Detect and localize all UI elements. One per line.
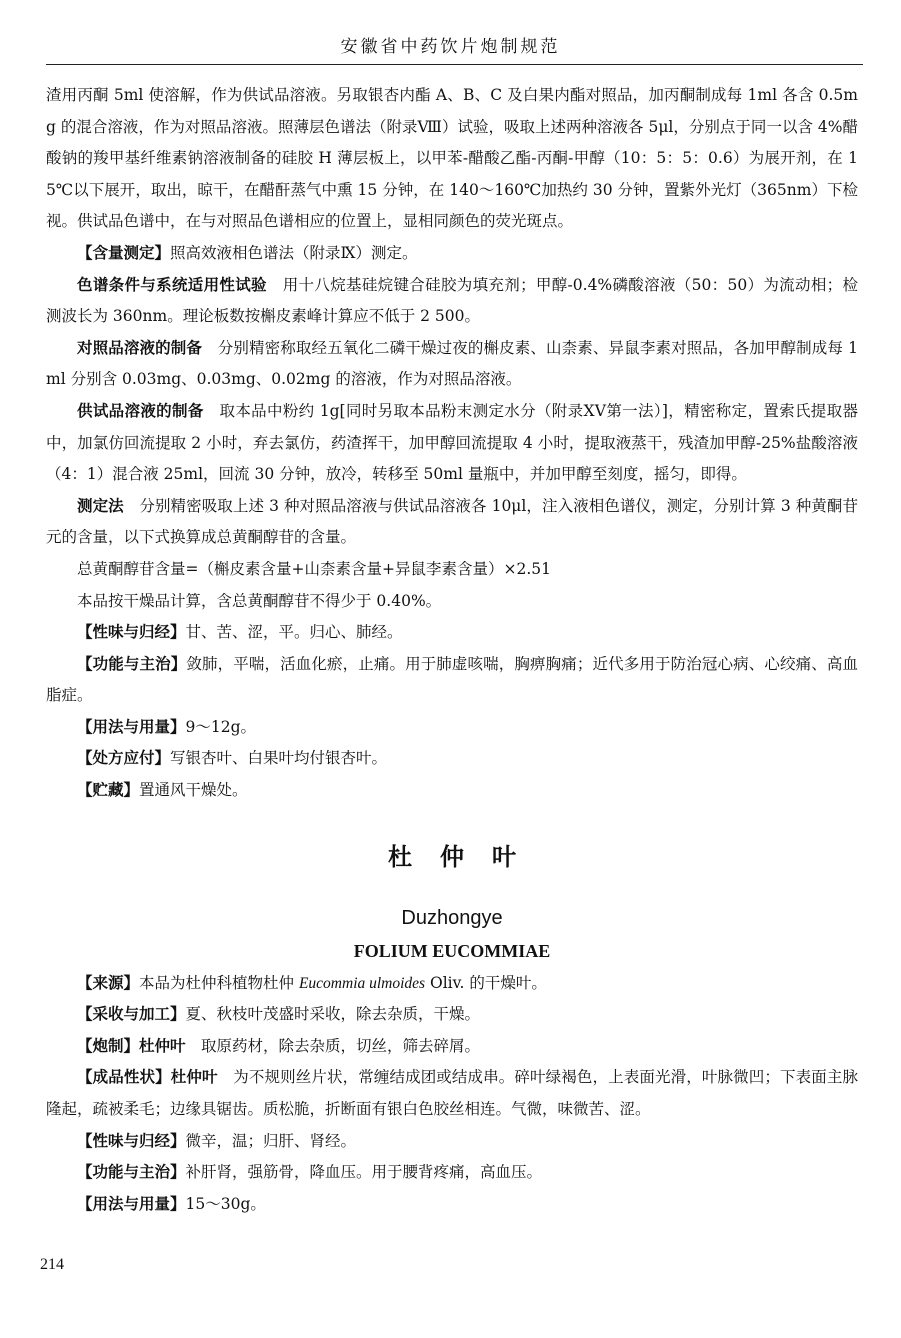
assay-heading: 【含量测定】 bbox=[77, 243, 171, 262]
paragraph-source bbox=[46, 968, 858, 1000]
usage-heading: 【用法与用量】 bbox=[77, 717, 186, 736]
paragraph-harvest bbox=[46, 999, 858, 1031]
harvest-text: 夏、秋枝叶茂盛时采收，除去杂质，干燥。 bbox=[185, 1005, 481, 1024]
taste-meridian-text-2: 微辛，温；归肝、肾经。 bbox=[185, 1131, 357, 1150]
chromatography-text: 用十八烷基硅烷键合硅胶为填充剂；甲醇-0.4%磷酸溶液（50：50）为流动相；检测波长为 360nm。理论板数按槲皮素峰计算应不低于 2 500。 bbox=[46, 275, 858, 326]
processing-heading: 【炮制】 bbox=[77, 1036, 140, 1055]
paragraph-chromatography bbox=[46, 270, 858, 333]
paragraph-usage-2 bbox=[46, 1189, 858, 1221]
monograph-latin-name: FOLIUM EUCOMMIAE bbox=[353, 940, 551, 961]
characters-text: 为不规则丝片状，常缠结成团或结成串。碎叶绿褐色，上表面光滑，叶脉微凹；下表面主脉隆起，疏被柔毛；边缘具锯齿。质松脆，折断面有银白色胶丝相连。气微，味微苦、涩。 bbox=[46, 1068, 858, 1119]
processing-subheading: 杜仲叶 bbox=[139, 1036, 186, 1055]
function-heading-2: 【功能与主治】 bbox=[77, 1163, 186, 1182]
function-heading: 【功能与主治】 bbox=[77, 654, 187, 673]
method-heading: 测定法 bbox=[77, 496, 124, 515]
paragraph-characters bbox=[46, 1062, 858, 1125]
characters-subheading: 杜仲叶 bbox=[170, 1068, 218, 1087]
taste-meridian-heading: 【性味与归经】 bbox=[77, 623, 186, 642]
paragraph-test-solution bbox=[46, 396, 858, 491]
harvest-heading: 【采收与加工】 bbox=[77, 1005, 186, 1024]
paragraph-usage bbox=[46, 712, 858, 744]
paragraph-identification-cont: 渣用丙酮 5ml 使溶解，作为供试品溶液。另取银杏内酯 A、B、C 及白果内酯对照品，加丙酮制成每 1ml 各含 0.5mg 的混合溶液，作为对照品溶液。照薄层色谱法（附录Ⅷ）试验，吸取上述两种溶液各 5μl，分别点于同一以含 4%醋酸钠的羧甲基纤维素钠溶液制备的硅胶 H 薄层板上，以甲苯-醋酸乙酯-丙酮-甲醇（10：5：5：0.6）为展开剂，在 15℃以下展开，取出，晾干，在醋酐蒸气中熏 15 分钟，在 140～160℃加热约 30 分钟，置紫外光灯（365nm）下检视。供试品色谱中，在与对照品色谱相应的位置上，显相同颜色的荧光斑点。 bbox=[46, 86, 858, 231]
usage-text: 9～12g。 bbox=[185, 717, 257, 736]
source-text-post: Oliv. 的干燥叶。 bbox=[425, 973, 547, 992]
taste-meridian-heading-2: 【性味与归经】 bbox=[77, 1131, 186, 1150]
running-header: 安徽省中药饮片炮制规范 bbox=[340, 37, 561, 57]
paragraph-taste-meridian-2 bbox=[46, 1126, 858, 1158]
formula: 总黄酮醇苷含量=（槲皮素含量+山柰素含量+异鼠李素含量）×2.51 bbox=[77, 559, 551, 578]
processing-text: 取原药材，除去杂质，切丝，筛去碎屑。 bbox=[185, 1036, 481, 1055]
test-solution-heading: 供试品溶液的制备 bbox=[77, 401, 204, 420]
method-text: 分别精密吸取上述 3 种对照品溶液与供试品溶液各 10μl，注入液相色谱仪，测定，分别计算 3 种黄酮苷元的含量，以下式换算成总黄酮醇苷的含量。 bbox=[46, 496, 858, 547]
storage-heading: 【贮藏】 bbox=[77, 781, 140, 800]
characters-heading: 【成品性状】 bbox=[77, 1068, 171, 1087]
page-number: 214 bbox=[40, 1256, 64, 1273]
monograph-pinyin: Duzhongye bbox=[401, 906, 503, 929]
reference-solution-heading: 对照品溶液的制备 bbox=[77, 338, 203, 357]
storage-text: 置通风干燥处。 bbox=[139, 781, 248, 800]
source-heading: 【来源】 bbox=[77, 973, 140, 992]
source-species: Eucommia ulmoides bbox=[298, 974, 426, 992]
assay-text: 照高效液相色谱法（附录Ⅸ）测定。 bbox=[170, 243, 418, 262]
prescription-heading: 【处方应付】 bbox=[77, 749, 171, 768]
test-solution-text: 取本品中粉约 1g[同时另取本品粉末测定水分（附录ⅩⅤ第一法）]，精密称定，置索氏提取器中，加氯仿回流提取 2 小时，弃去氯仿，药渣挥干，加甲醇回流提取 4 小时，提取液蒸干，残渣加甲醇-25%盐酸溶液（4：1）混合液 25ml，回流 30 分钟，放冷，转移至 50ml 量瓶中，并加甲醇至刻度，摇匀，即得。 bbox=[46, 401, 858, 484]
paragraph-reference-solution bbox=[46, 333, 858, 396]
paragraph-function-2 bbox=[46, 1157, 858, 1189]
paragraph-method bbox=[46, 491, 858, 554]
monograph-title: 杜仲叶 bbox=[388, 842, 544, 871]
usage-text-2: 15～30g。 bbox=[185, 1194, 266, 1213]
taste-meridian-text: 甘、苦、涩，平。归心、肺经。 bbox=[185, 623, 403, 642]
header-rule bbox=[46, 64, 863, 65]
source-text-pre: 本品为杜仲科植物杜仲 bbox=[139, 973, 299, 992]
reference-solution-text: 分别精密称取经五氧化二磷干燥过夜的槲皮素、山柰素、异鼠李素对照品，各加甲醇制成每 1ml 分别含 0.03mg、0.03mg、0.02mg 的溶液，作为对照品溶液。 bbox=[46, 338, 858, 389]
prescription-text: 写银杏叶、白果叶均付银杏叶。 bbox=[170, 749, 388, 768]
paragraph-function bbox=[46, 649, 858, 712]
paragraph-prescription bbox=[46, 743, 858, 775]
paragraph-storage bbox=[46, 775, 858, 807]
function-text-2: 补肝肾，强筋骨，降血压。用于腰背疼痛，高血压。 bbox=[185, 1163, 543, 1182]
chromatography-heading: 色谱条件与系统适用性试验 bbox=[77, 275, 267, 294]
usage-heading-2: 【用法与用量】 bbox=[77, 1194, 186, 1213]
function-text: 敛肺，平喘，活血化瘀，止痛。用于肺虚咳喘，胸痹胸痛；近代多用于防治冠心病、心绞痛、高血脂症。 bbox=[46, 654, 858, 705]
page-body bbox=[46, 80, 858, 1220]
paragraph-assay bbox=[46, 238, 858, 270]
paragraph-processing bbox=[46, 1031, 858, 1063]
paragraph-taste-meridian bbox=[46, 617, 858, 649]
content-limit: 本品按干燥品计算，含总黄酮醇苷不得少于 0.40%。 bbox=[77, 591, 442, 610]
